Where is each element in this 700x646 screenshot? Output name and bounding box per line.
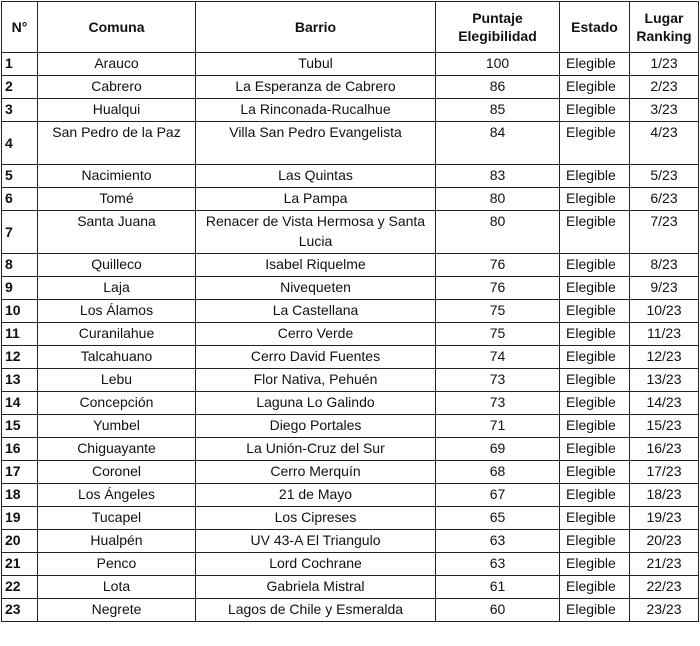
barrio-cell: Renacer de Vista Hermosa y Santa Lucia — [196, 211, 436, 254]
comuna-cell: Los Álamos — [38, 300, 196, 323]
lugar-cell: 5/23 — [630, 165, 699, 188]
table-row — [2, 530, 699, 553]
comuna-cell: Cabrero — [38, 76, 196, 99]
estado-cell: Elegible — [560, 461, 630, 484]
barrio-cell: Cerro Verde — [196, 323, 436, 346]
puntaje-cell: 80 — [436, 188, 560, 211]
puntaje-cell: 75 — [436, 300, 560, 323]
estado-cell: Elegible — [560, 99, 630, 122]
estado-cell: Elegible — [560, 599, 630, 622]
lugar-cell: 6/23 — [630, 188, 699, 211]
row-number: 7 — [2, 211, 38, 254]
lugar-cell: 13/23 — [630, 369, 699, 392]
comuna-cell: Penco — [38, 553, 196, 576]
row-number: 3 — [2, 99, 38, 122]
estado-cell: Elegible — [560, 576, 630, 599]
estado-cell: Elegible — [560, 438, 630, 461]
row-number: 10 — [2, 300, 38, 323]
row-number: 13 — [2, 369, 38, 392]
estado-cell: Elegible — [560, 188, 630, 211]
puntaje-cell: 84 — [436, 122, 560, 165]
lugar-cell: 14/23 — [630, 392, 699, 415]
puntaje-cell: 68 — [436, 461, 560, 484]
comuna-cell: Talcahuano — [38, 346, 196, 369]
barrio-cell: Villa San Pedro Evangelista — [196, 122, 436, 165]
lugar-cell: 23/23 — [630, 599, 699, 622]
estado-cell: Elegible — [560, 165, 630, 188]
lugar-cell: 16/23 — [630, 438, 699, 461]
barrio-cell: Cerro David Fuentes — [196, 346, 436, 369]
lugar-cell: 12/23 — [630, 346, 699, 369]
barrio-cell: Lagos de Chile y Esmeralda — [196, 599, 436, 622]
comuna-cell: Yumbel — [38, 415, 196, 438]
lugar-cell: 10/23 — [630, 300, 699, 323]
table-row — [2, 553, 699, 576]
barrio-cell: La Rinconada-Rucalhue — [196, 99, 436, 122]
barrio-cell: Lord Cochrane — [196, 553, 436, 576]
comuna-cell: San Pedro de la Paz — [38, 122, 196, 165]
row-number: 23 — [2, 599, 38, 622]
estado-cell: Elegible — [560, 76, 630, 99]
table-row — [2, 165, 699, 188]
comuna-cell: Quilleco — [38, 254, 196, 277]
puntaje-cell: 63 — [436, 553, 560, 576]
comuna-cell: Chiguayante — [38, 438, 196, 461]
puntaje-cell: 85 — [436, 99, 560, 122]
estado-cell: Elegible — [560, 530, 630, 553]
estado-cell: Elegible — [560, 507, 630, 530]
table-row — [2, 76, 699, 99]
row-number: 18 — [2, 484, 38, 507]
row-number: 22 — [2, 576, 38, 599]
puntaje-cell: 65 — [436, 507, 560, 530]
puntaje-cell: 69 — [436, 438, 560, 461]
table-row — [2, 438, 699, 461]
estado-cell: Elegible — [560, 553, 630, 576]
table-row — [2, 346, 699, 369]
barrio-cell: Laguna Lo Galindo — [196, 392, 436, 415]
row-number: 20 — [2, 530, 38, 553]
estado-cell: Elegible — [560, 369, 630, 392]
comuna-cell: Hualqui — [38, 99, 196, 122]
lugar-cell: 11/23 — [630, 323, 699, 346]
row-number: 1 — [2, 53, 38, 76]
estado-cell: Elegible — [560, 415, 630, 438]
header-barrio: Barrio — [196, 2, 436, 53]
table-row — [2, 53, 699, 76]
table-row — [2, 599, 699, 622]
table-row — [2, 392, 699, 415]
puntaje-cell: 86 — [436, 76, 560, 99]
puntaje-cell: 71 — [436, 415, 560, 438]
header-puntaje: Puntaje Elegibilidad — [436, 2, 560, 53]
comuna-cell: Lebu — [38, 369, 196, 392]
puntaje-cell: 67 — [436, 484, 560, 507]
puntaje-cell: 83 — [436, 165, 560, 188]
barrio-cell: Nivequeten — [196, 277, 436, 300]
barrio-cell: Diego Portales — [196, 415, 436, 438]
row-number: 19 — [2, 507, 38, 530]
comuna-cell: Santa Juana — [38, 211, 196, 254]
table-row — [2, 188, 699, 211]
puntaje-cell: 80 — [436, 211, 560, 254]
lugar-cell: 21/23 — [630, 553, 699, 576]
lugar-cell: 19/23 — [630, 507, 699, 530]
lugar-cell: 18/23 — [630, 484, 699, 507]
table-row — [2, 300, 699, 323]
barrio-cell: Tubul — [196, 53, 436, 76]
header-row — [2, 2, 699, 53]
lugar-cell: 20/23 — [630, 530, 699, 553]
lugar-cell: 17/23 — [630, 461, 699, 484]
row-number: 9 — [2, 277, 38, 300]
header-comuna: Comuna — [38, 2, 196, 53]
table-row — [2, 484, 699, 507]
estado-cell: Elegible — [560, 346, 630, 369]
table-row — [2, 211, 699, 254]
comuna-cell: Coronel — [38, 461, 196, 484]
comuna-cell: Tomé — [38, 188, 196, 211]
ranking-table — [1, 1, 699, 622]
header-n: N° — [2, 2, 38, 53]
row-number: 17 — [2, 461, 38, 484]
row-number: 14 — [2, 392, 38, 415]
lugar-cell: 9/23 — [630, 277, 699, 300]
puntaje-cell: 73 — [436, 369, 560, 392]
comuna-cell: Concepción — [38, 392, 196, 415]
puntaje-cell: 76 — [436, 277, 560, 300]
row-number: 8 — [2, 254, 38, 277]
comuna-cell: Arauco — [38, 53, 196, 76]
puntaje-cell: 74 — [436, 346, 560, 369]
barrio-cell: Flor Nativa, Pehuén — [196, 369, 436, 392]
table-row — [2, 461, 699, 484]
lugar-cell: 4/23 — [630, 122, 699, 165]
barrio-cell: 21 de Mayo — [196, 484, 436, 507]
puntaje-cell: 63 — [436, 530, 560, 553]
row-number: 4 — [2, 122, 38, 165]
comuna-cell: Lota — [38, 576, 196, 599]
row-number: 5 — [2, 165, 38, 188]
row-number: 2 — [2, 76, 38, 99]
table-body — [2, 53, 699, 622]
estado-cell: Elegible — [560, 323, 630, 346]
barrio-cell: UV 43-A El Triangulo — [196, 530, 436, 553]
estado-cell: Elegible — [560, 277, 630, 300]
barrio-cell: La Pampa — [196, 188, 436, 211]
barrio-cell: La Unión-Cruz del Sur — [196, 438, 436, 461]
estado-cell: Elegible — [560, 53, 630, 76]
puntaje-cell: 60 — [436, 599, 560, 622]
table-row — [2, 323, 699, 346]
table-row — [2, 122, 699, 165]
estado-cell: Elegible — [560, 392, 630, 415]
puntaje-cell: 100 — [436, 53, 560, 76]
row-number: 16 — [2, 438, 38, 461]
puntaje-cell: 73 — [436, 392, 560, 415]
comuna-cell: Negrete — [38, 599, 196, 622]
comuna-cell: Laja — [38, 277, 196, 300]
table-row — [2, 277, 699, 300]
estado-cell: Elegible — [560, 484, 630, 507]
row-number: 12 — [2, 346, 38, 369]
row-number: 15 — [2, 415, 38, 438]
table-row — [2, 99, 699, 122]
row-number: 6 — [2, 188, 38, 211]
barrio-cell: Isabel Riquelme — [196, 254, 436, 277]
header-lugar: Lugar Ranking — [630, 2, 699, 53]
estado-cell: Elegible — [560, 300, 630, 323]
puntaje-cell: 75 — [436, 323, 560, 346]
lugar-cell: 1/23 — [630, 53, 699, 76]
estado-cell: Elegible — [560, 211, 630, 254]
comuna-cell: Nacimiento — [38, 165, 196, 188]
table-row — [2, 415, 699, 438]
barrio-cell: La Esperanza de Cabrero — [196, 76, 436, 99]
comuna-cell: Los Ángeles — [38, 484, 196, 507]
barrio-cell: Cerro Merquín — [196, 461, 436, 484]
lugar-cell: 15/23 — [630, 415, 699, 438]
table-row — [2, 507, 699, 530]
barrio-cell: La Castellana — [196, 300, 436, 323]
barrio-cell: Los Cipreses — [196, 507, 436, 530]
estado-cell: Elegible — [560, 254, 630, 277]
puntaje-cell: 76 — [436, 254, 560, 277]
table-row — [2, 254, 699, 277]
comuna-cell: Curanilahue — [38, 323, 196, 346]
lugar-cell: 8/23 — [630, 254, 699, 277]
row-number: 11 — [2, 323, 38, 346]
table-row — [2, 369, 699, 392]
header-estado: Estado — [560, 2, 630, 53]
comuna-cell: Tucapel — [38, 507, 196, 530]
lugar-cell: 3/23 — [630, 99, 699, 122]
estado-cell: Elegible — [560, 122, 630, 165]
lugar-cell: 22/23 — [630, 576, 699, 599]
barrio-cell: Gabriela Mistral — [196, 576, 436, 599]
barrio-cell: Las Quintas — [196, 165, 436, 188]
lugar-cell: 7/23 — [630, 211, 699, 254]
lugar-cell: 2/23 — [630, 76, 699, 99]
puntaje-cell: 61 — [436, 576, 560, 599]
row-number: 21 — [2, 553, 38, 576]
comuna-cell: Hualpén — [38, 530, 196, 553]
table-row — [2, 576, 699, 599]
